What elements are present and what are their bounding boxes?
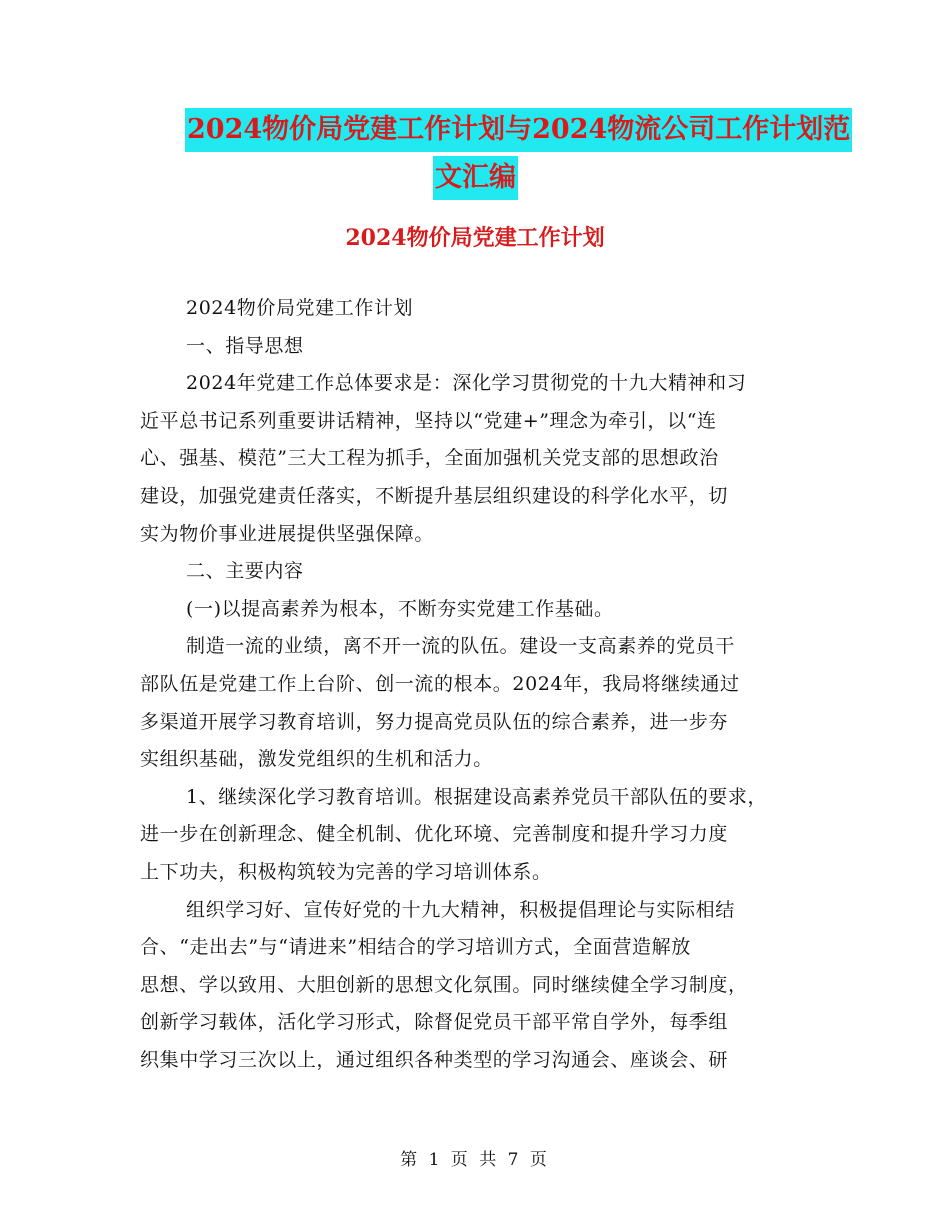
body-line: 二、主要内容 bbox=[186, 560, 304, 583]
body-line: 多渠道开展学习教育培训，努力提高党员队伍的综合素养，进一步夯 bbox=[140, 710, 729, 733]
page-footer: 第 1 页 共 7 页 bbox=[400, 1150, 550, 1170]
document-title-line-2: 文汇编 bbox=[433, 156, 518, 200]
body-line: 建设，加强党建责任落实，不断提升基层组织建设的科学化水平，切 bbox=[140, 484, 729, 507]
body-line: 组织学习好、宣传好党的十九大精神，积极提倡理论与实际相结 bbox=[186, 898, 735, 921]
body-line: 1、继续深化学习教育培训。根据建设高素养党员干部队伍的要求， bbox=[186, 785, 768, 808]
body-line: 制造一流的业绩，离不开一流的队伍。建设一支高素养的党员干 bbox=[186, 635, 735, 658]
body-line: 2024物价局党建工作计划 bbox=[186, 297, 414, 319]
body-line: (一)以提高素养为根本，不断夯实党建工作基础。 bbox=[186, 597, 614, 620]
body-line: 实为物价事业进展提供坚强保障。 bbox=[140, 522, 435, 545]
body-line: 思想、学以致用、大胆创新的思想文化氛围。同时继续健全学习制度， bbox=[140, 973, 748, 996]
document-title-line-1: 2024物价局党建工作计划与2024物流公司工作计划范 bbox=[185, 108, 852, 152]
body-line: 一、指导思想 bbox=[186, 334, 304, 357]
body-line: 2024年党建工作总体要求是：深化学习贯彻党的十九大精神和习 bbox=[186, 372, 747, 395]
document-body bbox=[140, 290, 820, 1079]
body-line: 近平总书记系列重要讲话精神，坚持以“党建+”理念为牵引，以“连 bbox=[140, 409, 717, 432]
body-line: 创新学习载体，活化学习形式，除督促党员干部平常自学外，每季组 bbox=[140, 1011, 729, 1034]
body-line: 实组织基础，激发党组织的生机和活力。 bbox=[140, 748, 493, 771]
body-line: 部队伍是党建工作上台阶、创一流的根本。2024年，我局将继续通过 bbox=[140, 672, 740, 695]
body-line: 心、强基、模范”三大工程为抓手，全面加强机关党支部的思想政治 bbox=[140, 447, 719, 470]
body-line: 上下功夫，积极构筑较为完善的学习培训体系。 bbox=[140, 860, 552, 883]
body-line: 进一步在创新理念、健全机制、优化环境、完善制度和提升学习力度 bbox=[140, 823, 729, 846]
section-heading: 2024物价局党建工作计划 bbox=[345, 225, 605, 251]
body-line: 合、“走出去”与“请进来”相结合的学习培训方式，全面营造解放 bbox=[140, 936, 691, 959]
body-line: 织集中学习三次以上，通过组织各种类型的学习沟通会、座谈会、研 bbox=[140, 1048, 729, 1071]
